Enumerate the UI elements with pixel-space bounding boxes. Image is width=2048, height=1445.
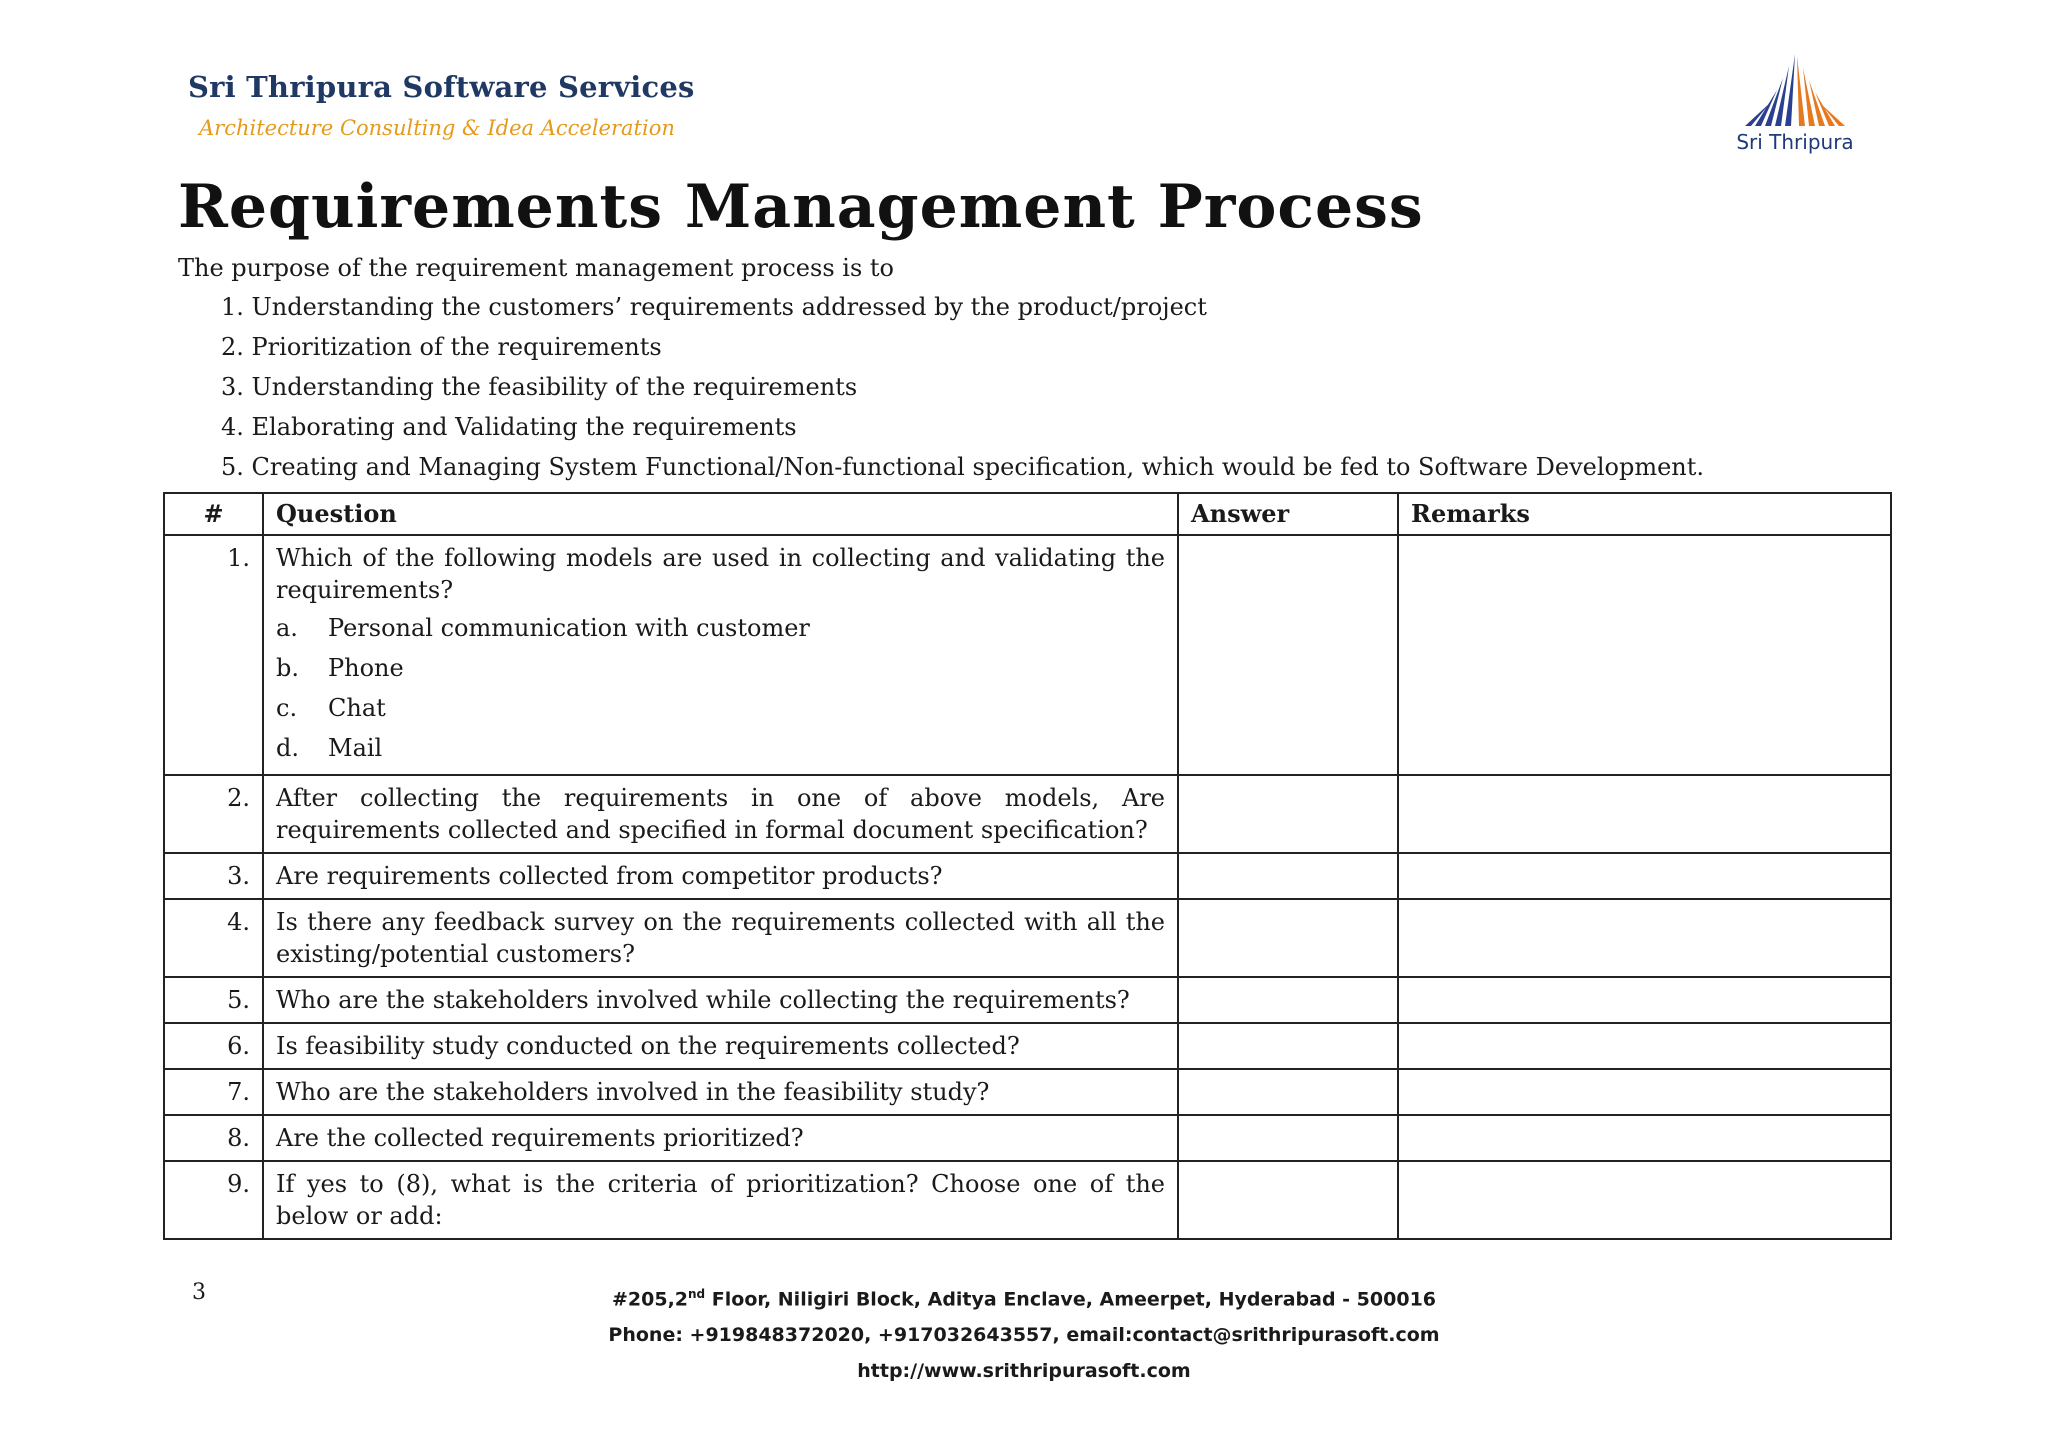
sunburst-logo-icon <box>1725 52 1865 132</box>
footer-address: #205,2nd Floor, Niligiri Block, Aditya Enclave, Ameerpet, Hyderabad - 500016 <box>611 1287 1437 1311</box>
header-num: # <box>164 493 263 535</box>
question-text: If yes to (8), what is the criteria of prioritization? Choose one of the below or add: <box>263 1161 1178 1239</box>
row-number: 1. <box>164 535 263 775</box>
company-tagline: Architecture Consulting & Idea Acceleration <box>199 116 675 140</box>
remarks-cell[interactable] <box>1398 899 1891 977</box>
option-item: c. Chat <box>276 694 386 722</box>
purpose-item: 1. Understanding the customers’ requirements addressed by the product/project <box>221 293 1207 321</box>
table-row <box>164 1115 1891 1161</box>
answer-cell[interactable] <box>1178 977 1398 1023</box>
logo-text: Sri Thripura <box>1736 130 1854 154</box>
row-number: 7. <box>164 1069 263 1115</box>
purpose-item: 2. Prioritization of the requirements <box>221 333 662 361</box>
table-row <box>164 899 1891 977</box>
header-answer: Answer <box>1178 493 1398 535</box>
row-number: 6. <box>164 1023 263 1069</box>
question-text: Which of the following models are used in collecting and validating the requirements? <box>276 544 1165 604</box>
question-text: After collecting the requirements in one of above models, Are requirements collected and specified in formal document specification? <box>263 775 1178 853</box>
question-text: Are requirements collected from competitor products? <box>263 853 1178 899</box>
answer-cell[interactable] <box>1178 1069 1398 1115</box>
table-row <box>164 1023 1891 1069</box>
row-number: 5. <box>164 977 263 1023</box>
question-text: Who are the stakeholders involved in the feasibility study? <box>263 1069 1178 1115</box>
question-text: Is feasibility study conducted on the requirements collected? <box>263 1023 1178 1069</box>
remarks-cell[interactable] <box>1398 535 1891 775</box>
company-logo <box>1725 52 1865 162</box>
remarks-cell[interactable] <box>1398 1069 1891 1115</box>
checklist-table <box>163 492 1892 1240</box>
row-number: 8. <box>164 1115 263 1161</box>
remarks-cell[interactable] <box>1398 977 1891 1023</box>
footer-website-link[interactable]: http://www.srithripurasoft.com <box>857 1360 1191 1383</box>
remarks-cell[interactable] <box>1398 853 1891 899</box>
question-text: Are the collected requirements prioritized? <box>263 1115 1178 1161</box>
answer-cell[interactable] <box>1178 1161 1398 1239</box>
question-cell <box>263 535 1178 775</box>
footer-contact: Phone: +919848372020, +917032643557, email:contact@srithripurasoft.com <box>608 1324 1440 1347</box>
option-item: d. Mail <box>276 734 383 762</box>
page-title: Requirements Management Process <box>178 172 1424 242</box>
answer-cell[interactable] <box>1178 899 1398 977</box>
table-header-row <box>164 493 1891 535</box>
company-name: Sri Thripura Software Services <box>188 70 695 104</box>
table-row <box>164 1069 1891 1115</box>
row-number: 9. <box>164 1161 263 1239</box>
table-row <box>164 853 1891 899</box>
answer-cell[interactable] <box>1178 853 1398 899</box>
option-item: b. Phone <box>276 654 404 682</box>
purpose-item: 4. Elaborating and Validating the requirements <box>221 413 797 441</box>
remarks-cell[interactable] <box>1398 775 1891 853</box>
intro-text: The purpose of the requirement management process is to <box>178 254 894 282</box>
purpose-item: 3. Understanding the feasibility of the requirements <box>221 373 858 401</box>
purpose-item: 5. Creating and Managing System Functional/Non-functional specification, which would be fed to Software Development. <box>221 453 1705 481</box>
header-remarks: Remarks <box>1398 493 1891 535</box>
row-number: 3. <box>164 853 263 899</box>
purpose-list <box>221 292 1704 492</box>
footer <box>0 1276 2048 1389</box>
remarks-cell[interactable] <box>1398 1023 1891 1069</box>
option-item: a. Personal communication with customer <box>276 614 810 642</box>
row-number: 2. <box>164 775 263 853</box>
answer-cell[interactable] <box>1178 535 1398 775</box>
answer-cell[interactable] <box>1178 1023 1398 1069</box>
answer-cell[interactable] <box>1178 775 1398 853</box>
table-row <box>164 1161 1891 1239</box>
question-text: Who are the stakeholders involved while collecting the requirements? <box>263 977 1178 1023</box>
header-question: Question <box>263 493 1178 535</box>
page-number: 3 <box>192 1280 206 1305</box>
answer-cell[interactable] <box>1178 1115 1398 1161</box>
remarks-cell[interactable] <box>1398 1161 1891 1239</box>
question-text: Is there any feedback survey on the requirements collected with all the existing/potential customers? <box>263 899 1178 977</box>
row-number: 4. <box>164 899 263 977</box>
table-row <box>164 977 1891 1023</box>
table-row <box>164 775 1891 853</box>
table-row <box>164 535 1891 775</box>
remarks-cell[interactable] <box>1398 1115 1891 1161</box>
